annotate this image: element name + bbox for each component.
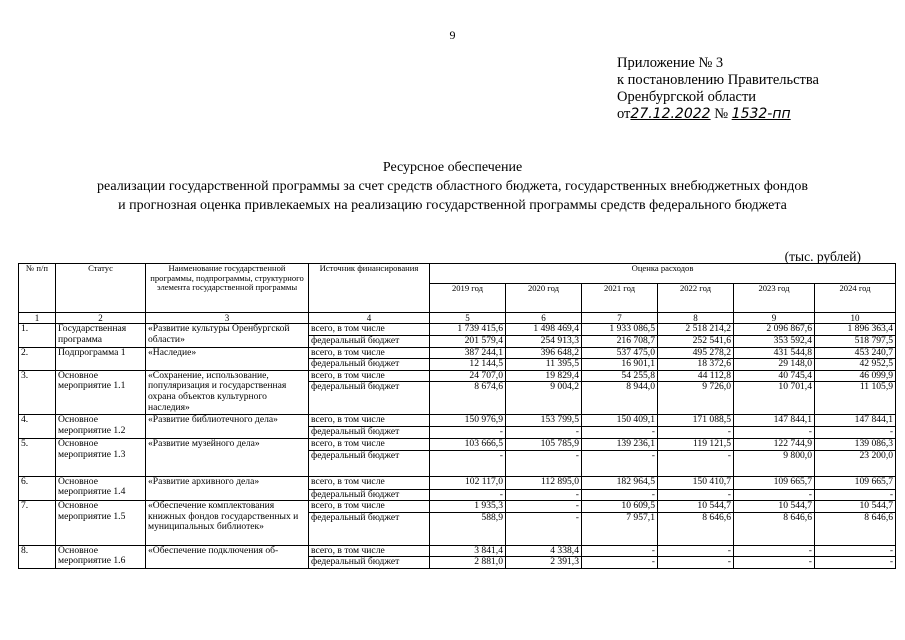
value-cell: 147 844,1 [734, 415, 815, 427]
value-cell: - [582, 557, 658, 569]
table-row [19, 501, 896, 513]
value-cell: 12 144,5 [430, 359, 506, 371]
column-number-row [19, 313, 896, 324]
value-cell: 7 957,1 [582, 512, 658, 545]
row-number: 6. [19, 476, 56, 501]
value-cell: - [658, 450, 734, 476]
value-cell: 8 944,0 [582, 382, 658, 415]
row-name: «Развитие библиотечного дела» [146, 415, 309, 439]
row-number: 4. [19, 415, 56, 439]
value-cell: - [506, 512, 582, 545]
value-cell: 139 086,3 [815, 438, 896, 450]
value-cell: - [582, 489, 658, 501]
value-cell: 216 708,7 [582, 335, 658, 347]
value-cell: 1 896 363,4 [815, 324, 896, 336]
value-cell: 24 707,0 [430, 370, 506, 382]
appendix-date-line [617, 106, 819, 123]
value-cell: 29 148,0 [734, 359, 815, 371]
value-cell: - [658, 427, 734, 439]
value-cell: 150 976,9 [430, 415, 506, 427]
page-number: 9 [449, 28, 456, 42]
value-cell: 46 099,9 [815, 370, 896, 382]
value-cell: 4 338,4 [506, 545, 582, 557]
value-cell: 1 498 469,4 [506, 324, 582, 336]
row-source: всего, в том числе [309, 476, 430, 489]
row-status: Государственная программа [56, 324, 146, 348]
value-cell: - [658, 545, 734, 557]
header-year: 2019 год [430, 284, 506, 313]
value-cell: 588,9 [430, 512, 506, 545]
column-number: 3 [146, 313, 309, 324]
column-number: 1 [19, 313, 56, 324]
value-cell: 18 372,6 [658, 359, 734, 371]
row-name: «Развитие культуры Оренбургской области» [146, 324, 309, 348]
value-cell: 10 544,7 [734, 501, 815, 513]
value-cell: 1 935,3 [430, 501, 506, 513]
value-cell: 44 112,8 [658, 370, 734, 382]
value-cell: - [506, 450, 582, 476]
value-cell: 11 105,9 [815, 382, 896, 415]
value-cell: - [815, 557, 896, 569]
title-line-3: и прогнозная оценка привлекаемых на реализацию государственной программы средств федерального бюджета [118, 198, 787, 213]
table-row [19, 476, 896, 489]
header-year: 2024 год [815, 284, 896, 313]
column-number: 6 [506, 313, 582, 324]
value-cell: 537 475,0 [582, 347, 658, 359]
row-source: всего, в том числе [309, 324, 430, 336]
row-number: 5. [19, 438, 56, 476]
row-source: федеральный бюджет [309, 450, 430, 476]
value-cell: 8 646,6 [734, 512, 815, 545]
value-cell: 10 609,5 [582, 501, 658, 513]
column-number: 2 [56, 313, 146, 324]
appendix-block [617, 55, 819, 123]
table-row [19, 370, 896, 382]
value-cell: 10 544,7 [815, 501, 896, 513]
value-cell: 201 579,4 [430, 335, 506, 347]
row-source: всего, в том числе [309, 347, 430, 359]
value-cell: 9 726,0 [658, 382, 734, 415]
row-source: всего, в том числе [309, 501, 430, 513]
column-number: 8 [658, 313, 734, 324]
row-number: 1. [19, 324, 56, 348]
value-cell: 1 933 086,5 [582, 324, 658, 336]
value-cell: - [430, 450, 506, 476]
value-cell: - [734, 557, 815, 569]
value-cell: - [506, 501, 582, 513]
value-cell: 112 895,0 [506, 476, 582, 489]
value-cell: 147 844,1 [815, 415, 896, 427]
row-source: федеральный бюджет [309, 359, 430, 371]
row-number: 2. [19, 347, 56, 370]
value-cell: 387 244,1 [430, 347, 506, 359]
value-cell: 252 541,6 [658, 335, 734, 347]
value-cell: 453 240,7 [815, 347, 896, 359]
column-number: 5 [430, 313, 506, 324]
value-cell: 103 666,5 [430, 438, 506, 450]
header-estimate: Оценка расходов [430, 264, 896, 284]
value-cell: - [582, 450, 658, 476]
value-cell: - [658, 557, 734, 569]
value-cell: 9 004,2 [506, 382, 582, 415]
value-cell: 10 701,4 [734, 382, 815, 415]
row-source: всего, в том числе [309, 438, 430, 450]
title-line-1: Ресурсное обеспечение [382, 160, 523, 175]
value-cell: - [815, 427, 896, 439]
row-source: федеральный бюджет [309, 427, 430, 439]
table-row [19, 438, 896, 450]
row-name: «Сохранение, использование, популяризация и государственная охрана объектов культурного наследия» [146, 370, 309, 415]
value-cell: - [815, 489, 896, 501]
column-number: 9 [734, 313, 815, 324]
row-source: федеральный бюджет [309, 557, 430, 569]
value-cell: 119 121,5 [658, 438, 734, 450]
value-cell: - [658, 489, 734, 501]
value-cell: 396 648,2 [506, 347, 582, 359]
value-cell: 1 739 415,6 [430, 324, 506, 336]
column-number: 7 [582, 313, 658, 324]
row-name: «Развитие архивного дела» [146, 476, 309, 501]
value-cell: 254 913,3 [506, 335, 582, 347]
row-name: «Обеспечение комплектования книжных фондов государственных и муниципальных библиотек» [146, 501, 309, 546]
value-cell: - [734, 427, 815, 439]
value-cell: - [506, 427, 582, 439]
value-cell: 40 745,4 [734, 370, 815, 382]
row-status: Основное мероприятие 1.2 [56, 415, 146, 439]
value-cell: 8 646,6 [815, 512, 896, 545]
column-number: 10 [815, 313, 896, 324]
header-num: № п/п [19, 264, 56, 313]
row-name: «Наследие» [146, 347, 309, 370]
value-cell: 10 544,7 [658, 501, 734, 513]
table-row [19, 545, 896, 557]
table-row [19, 347, 896, 359]
row-source: федеральный бюджет [309, 382, 430, 415]
row-source: всего, в том числе [309, 545, 430, 557]
value-cell: 102 117,0 [430, 476, 506, 489]
value-cell: 16 901,1 [582, 359, 658, 371]
row-source: федеральный бюджет [309, 489, 430, 501]
row-number: 8. [19, 545, 56, 569]
row-source: федеральный бюджет [309, 335, 430, 347]
value-cell: - [582, 545, 658, 557]
value-cell: 139 236,1 [582, 438, 658, 450]
appendix-line-1: Приложение № 3 [617, 55, 724, 71]
value-cell: 54 255,8 [582, 370, 658, 382]
value-cell: 8 646,6 [658, 512, 734, 545]
handwritten-date: 27.12.2022 [630, 106, 711, 122]
row-status: Основное мероприятие 1.6 [56, 545, 146, 569]
value-cell: 150 409,1 [582, 415, 658, 427]
row-number: 3. [19, 370, 56, 415]
value-cell: 11 395,5 [506, 359, 582, 371]
row-source: федеральный бюджет [309, 512, 430, 545]
value-cell: 2 881,0 [430, 557, 506, 569]
row-status: Основное мероприятие 1.1 [56, 370, 146, 415]
value-cell: 9 800,0 [734, 450, 815, 476]
value-cell: - [734, 489, 815, 501]
header-year: 2021 год [582, 284, 658, 313]
resource-table [18, 263, 896, 569]
header-status: Статус [56, 264, 146, 313]
value-cell: 8 674,6 [430, 382, 506, 415]
date-prefix: от [617, 106, 631, 122]
value-cell: 109 665,7 [734, 476, 815, 489]
header-year: 2023 год [734, 284, 815, 313]
row-status: Основное мероприятие 1.3 [56, 438, 146, 476]
document-title [0, 158, 905, 215]
value-cell: 2 391,3 [506, 557, 582, 569]
value-cell: - [734, 545, 815, 557]
value-cell: - [430, 489, 506, 501]
row-status: Подпрограмма 1 [56, 347, 146, 370]
header-source: Источник финансирования [309, 264, 430, 313]
table-body [19, 324, 896, 569]
row-name: «Обеспечение подключения об- [146, 545, 309, 569]
value-cell: 518 797,5 [815, 335, 896, 347]
value-cell: 182 964,5 [582, 476, 658, 489]
value-cell: 3 841,4 [430, 545, 506, 557]
value-cell: 353 592,4 [734, 335, 815, 347]
value-cell: 19 829,4 [506, 370, 582, 382]
value-cell: - [815, 545, 896, 557]
row-number: 7. [19, 501, 56, 546]
table-row [19, 324, 896, 336]
row-name: «Развитие музейного дела» [146, 438, 309, 476]
title-line-2: реализации государственной программы за счет средств областного бюджета, государственных внебюджетных фондов [96, 179, 809, 194]
value-cell: 23 200,0 [815, 450, 896, 476]
value-cell: 105 785,9 [506, 438, 582, 450]
row-source: всего, в том числе [309, 415, 430, 427]
units-label: (тыс. рублей) [784, 249, 861, 264]
header-year: 2020 год [506, 284, 582, 313]
row-status: Основное мероприятие 1.4 [56, 476, 146, 501]
value-cell: 431 544,8 [734, 347, 815, 359]
value-cell: 2 096 867,6 [734, 324, 815, 336]
table-row [19, 415, 896, 427]
value-cell: 2 518 214,2 [658, 324, 734, 336]
value-cell: - [430, 427, 506, 439]
row-status: Основное мероприятие 1.5 [56, 501, 146, 546]
row-source: всего, в том числе [309, 370, 430, 382]
value-cell: 495 278,2 [658, 347, 734, 359]
value-cell: 171 088,5 [658, 415, 734, 427]
column-number: 4 [309, 313, 430, 324]
value-cell: 122 744,9 [734, 438, 815, 450]
header-year: 2022 год [658, 284, 734, 313]
value-cell: - [506, 489, 582, 501]
appendix-line-2: к постановлению Правительства [617, 72, 819, 88]
value-cell: 42 952,5 [815, 359, 896, 371]
number-prefix: № [714, 106, 729, 122]
value-cell: - [582, 427, 658, 439]
value-cell: 153 799,5 [506, 415, 582, 427]
value-cell: 109 665,7 [815, 476, 896, 489]
appendix-line-3: Оренбургской области [617, 89, 757, 105]
header-name: Наименование государственной программы, подпрограммы, структурного элемента государственной программы [146, 264, 309, 313]
value-cell: 150 410,7 [658, 476, 734, 489]
handwritten-number: 1532-пп [731, 106, 791, 122]
